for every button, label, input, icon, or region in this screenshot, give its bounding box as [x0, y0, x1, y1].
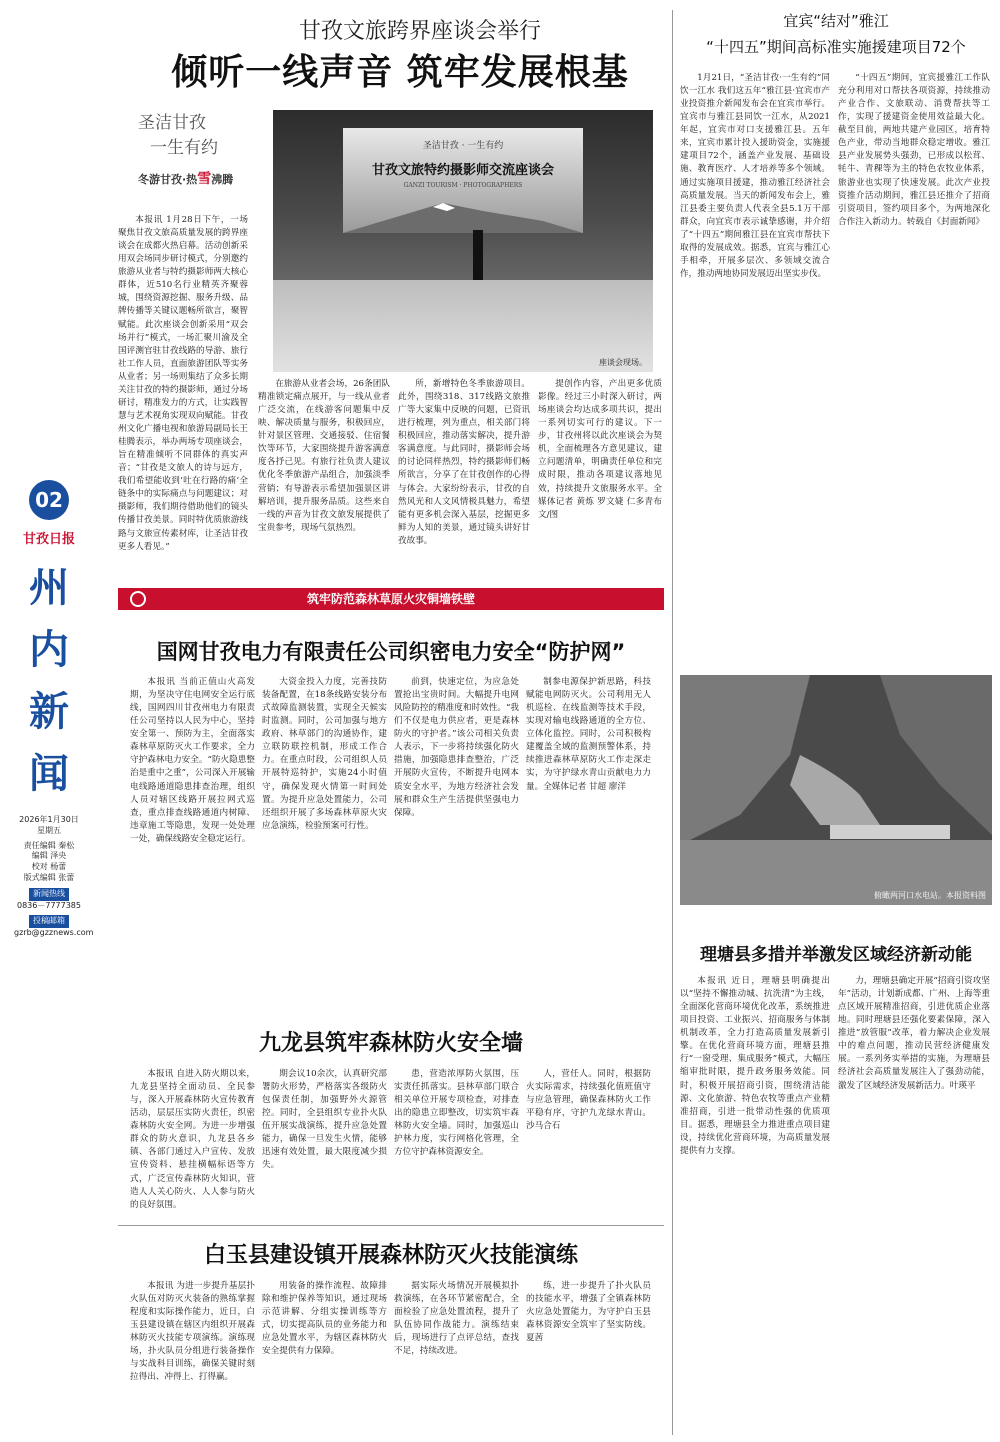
- story6-paragraph: 本报讯 为进一步提升基层扑火队伍对防灭火装备的熟练掌握程度和实际操作能力，近日，白玉县建设镇在辖区内组织开展森林防灭火技能专项演练。演练现场，扑火队员分组进行装备操作与实战科目训练，确保关键时刻拉得出、冲得上、打得赢。: [130, 1281, 255, 1383]
- left-rail: [14, 480, 94, 939]
- story5-col-2: [262, 1068, 387, 1218]
- story5-col-1: [130, 1068, 255, 1218]
- story1-col-1: [118, 214, 248, 574]
- issue-weekday: 星期五: [37, 825, 61, 835]
- paper-logo: 甘孜日报: [22, 532, 75, 547]
- section-banner-text: 筑牢防范森林草原火灾铜墙铁壁: [306, 592, 475, 606]
- story4-title: 国网甘孜电力有限责任公司织密电力安全“防护网”: [156, 640, 626, 664]
- story6-paragraph: 练，进一步提升了扑火队员的技能水平，增强了全镇森林防火应急处置能力，为守护白玉县森林资源安全筑牢了坚实防线。夏茜: [526, 1281, 651, 1344]
- story5-col-4: [526, 1068, 651, 1218]
- campaign-line: [138, 168, 248, 188]
- hotline-number: 0836－7777385: [17, 900, 81, 910]
- story4-paragraph: 制参电源保护新思路，科技赋能电网防灭火。公司利用无人机巡检、在线监测等技术手段，实现对输电线路通道的全方位、立体化监控。同时，公司积极构建覆盖全域的监测预警体系，持续推进森林草原防火工作走深走实，为守护绿水青山贡献电力力量。全媒体记者 甘超 廖洋: [526, 677, 651, 792]
- story4-paragraph: 大资金投入力度，完善技防装备配置，在18条线路安装分布式故障监测装置，实现全天候实时监测。同时，公司加强与地方政府、林草部门的沟通协作，建立联防联控机制，形成工作合力。在重点时段，公司组织人员开展特巡特护，实施24小时值守，确保发现火情第一时间处置。为提升应急处置能力，公司还组织开展了多场森林草原火灾应急演练，检验预案可行性。: [262, 677, 387, 831]
- photo-screen: [343, 128, 583, 233]
- story3-paragraph: 力，理塘县确定开展“招商引资攻坚年”活动，计划新成都、广州、上海等重点区域开展精准招商，引进优质企业落地。同时理塘县还强化要素保障，深入推进“放管服”改革，着力解决企业发展中的难点问题，推动民营经济健康发展。一系列务实举措的实施，为理塘县经济社会高质量发展注入了强劲动能，激发了区域经济发展新活力。叶瑛平: [838, 976, 990, 1091]
- story5-paragraph: 患，营造浓厚防火氛围，压实责任抓落实。县林草部门联合相关单位开展专项检查，对排查出的隐患立即整改，切实筑牢森林防火安全墙。同时，加强巡山护林力度，实行网格化管理，全方位守护森林资源安全。: [394, 1069, 519, 1158]
- photo-screen-title: 甘孜文旅特约摄影师交流座谈会: [371, 163, 554, 178]
- story1-col-4: [538, 378, 662, 574]
- story4-col-1: [130, 676, 255, 1016]
- story4-paragraph: 本报讯 当前正值山火高发期，为坚决守住电网安全运行底线，国网四川甘孜州电力有限责任公司坚持以人民为中心，坚持安全第一、预防为主，全面落实森林草原防灭火工作要求，全力守护森林电力安全。“防火隐患整治是重中之重”，公司深入开展输电线路通道隐患排查治理，组织人员对辖区线路开展拉网式巡查，重点排查线路通道内树障、违章施工等隐患，发现一处处理一处，确保线路安全稳定运行。: [130, 677, 255, 844]
- story1-col-3: [398, 378, 530, 574]
- story3-col-2: [838, 975, 990, 1435]
- story1-paragraph: 本报讯 1月28日下午，一场聚焦甘孜文旅高质量发展的跨界座谈会在成都火热启幕。活动创新采用双会场同步研讨模式，分别邀约旅游从业者与特约摄影师两大核心群体，近510名行业精英齐聚蓉城，围绕资源挖掘、服务升级、品牌传播等关键议题畅所欲言，聚智赋能。此次座谈会创新采用“双会场并行”模式，一场汇聚川渝及全国评测官驻甘孜线路的导游、旅行社工作人员，直面旅游团队等实务从业者；另一场则集结了众多长期关注甘孜的特约摄影师，通过分场研讨，精准发力的方式，让实践智慧与艺术视角实现双向赋能。甘孜州文化广播电视和旅游局副局长王桂腾表示，举办两场专项座谈会，旨在精准倾听不同群体的真实声音；“甘孜是文旅人的诗与远方，我们希望能收到‘吐在行路的痛’全链条中的实际痛点与问题建议；对摄影师，我们期待借助他们的镜头传播甘孜美景。同时特优质旅游线路与文旅宣传素材库，让圣洁甘孜更多人看见。”: [118, 215, 248, 552]
- brand-line1: 圣洁甘孜: [138, 113, 206, 133]
- staff-line: 编辑 泽央: [31, 851, 67, 861]
- story6-col-4: [526, 1280, 651, 1436]
- staff-line: 责任编辑 秦松: [23, 840, 75, 850]
- email-label: 投稿邮箱: [29, 915, 69, 928]
- section-char: 新: [29, 688, 69, 735]
- story5-paragraph: 期会议10余次，认真研究部署防火形势，严格落实各级防火包保责任制，加强野外火源管控。同时，全县组织专业扑火队伍开展实战演练，提升应急处置能力，确保一旦发生火情，能够迅速有效处置，最大限度减少损失。: [262, 1069, 387, 1171]
- story6-paragraph: 据实际火场情况开展模拟扑救演练，在各环节紧密配合，全面检验了应急处置流程，提升了队伍协同作战能力。演练结束后，现场进行了点评总结，查找不足，持续改进。: [394, 1281, 519, 1357]
- section-banner: [118, 588, 664, 610]
- staff-line: 版式编辑 张蕾: [23, 872, 75, 882]
- column-divider: [672, 10, 673, 1435]
- brand-block: [138, 108, 248, 188]
- story1-paragraph: 在旅游从业者会场，26条团队精准锁定痛点展开，与一线从业者广泛交流，在线游客问题集中反映、解决质量与服务，积极回应，针对景区管理、交通接驳、住宿餐饮等环节，大家围绕提升游客满意度各抒己见。有旅行社负责人建议优化冬季旅游产品组合，加强淡季营销；有导游表示希望加强景区讲解培训，提升服务品质。这些来自一线的声音为甘孜文旅发展提供了宝贵参考，现场气氛热烈。: [258, 379, 390, 533]
- brand-line2: 一生有约: [150, 138, 218, 158]
- story6-col-3: [394, 1280, 519, 1436]
- story1-paragraph: 所，新增特色冬季旅游项目。此外，围绕318、317线路文旅推广等大家集中反映的问题，已资讯进行梳理，列为重点，相关部门将积极回应，推动落实解决，提升游客满意度。与此同时，摄影师会场的讨论同样热烈，特约摄影师们畅所欲言，分享了在甘孜创作的心得与体会。大家纷纷表示，甘孜的自然风光和人文风情极具魅力，希望能有更多机会深入基层，挖掘更多鲜为人知的美景，通过镜头讲好甘孜故事。: [398, 379, 530, 546]
- story3-title: 理塘县多措并举激发区域经济新动能: [700, 945, 972, 965]
- story1-photo: [273, 110, 653, 372]
- dam-photo-graphic: [680, 675, 992, 905]
- campaign-char: 雪: [197, 171, 212, 187]
- email-address: gzrb@gzznews.com: [14, 928, 94, 938]
- story2-col-1: [680, 72, 830, 667]
- campaign-tail: 沸腾: [211, 173, 234, 186]
- story1-kicker: 甘孜文旅跨界座谈会举行: [298, 19, 541, 44]
- section-title: [14, 557, 84, 805]
- story2-col-2: [838, 72, 990, 667]
- issue-date: 2026年1月30日: [19, 815, 79, 824]
- story3-paragraph: 本报讯 近日，理塘县明确提出以“坚持不懈推动城、抗洗清”为主线，全面深化营商环境优化改革，系统推进项目投资、工业振兴、招商服务与体制机制改革，全力打造高质量发展新引擎。在优化营商环境方面，理塘县推行“一窗受理、集成服务”模式，大幅压缩审批时限，提升政务服务效能。同时，积极开展招商引资，围绕清洁能源、文化旅游、特色农牧等重点产业精准招商，引进一批带动性强的优质项目。据悉，理塘县全力推进重点项目建设，持续优化营商环境，为高质量发展提供有力支撑。: [680, 976, 830, 1156]
- story2-title: 宜宾“结对”雅江: [783, 12, 889, 30]
- story5-col-3: [394, 1068, 519, 1218]
- story4-col-3: [394, 676, 519, 1016]
- fire-extinguisher-icon: [130, 591, 146, 607]
- story2-paragraph: “十四五”期间，宜宾援雅江工作队充分利用对口帮扶各项资源，持续推动产业合作、文旅联动、消费帮扶等工作，实现了援建资金使用效益最大化。截至目前，两地共建产业园区，培育特色产业，带动当地群众稳定增收。雅江县产业发展势头强劲，已形成以松茸、牦牛、青稞等为主的特色农牧业体系，旅游业也实现了快速发展。此次产业投资推介活动期间，雅江县还推介了招商引资项目，签约项目多个，为两地深化合作注入新动力。转载自《封面新闻》: [838, 73, 990, 227]
- story6-paragraph: 用装备的操作流程、故障排除和维护保养等知识，通过现场示范讲解、分组实操训练等方式，切实提高队员的业务能力和应急处置水平，为辖区森林防火安全提供有力保障。: [262, 1281, 387, 1357]
- mountain-graphic: [343, 193, 583, 233]
- story1-paragraph: 提创作内容，产出更多优质影像。经过三小时深入研讨，两场座谈会均达成多项共识，提出一系列切实可行的建议。下一步，甘孜州将以此次座谈会为契机，全面梳理各方意见建议，建立问题清单，明确责任单位和完成时限，推动各项建议落地见效，持续提升文旅服务水平。全媒体记者 黄炼 罗文婕 仁多青布 文/图: [538, 379, 662, 520]
- story6-col-1: [130, 1280, 255, 1436]
- story5-paragraph: 本报讯 自进入防火期以来，九龙县坚持全面动员、全民参与，深入开展森林防火宣传教育活动，层层压实防火责任，织密森林防火安全网。为进一步增强群众的防火意识，九龙县各乡镇、各部门通过入户宣传、发放宣传资料、悬挂横幅标语等方式，广泛宣传森林防火知识，营造人人关心防火、人人参与防火的良好氛围。: [130, 1069, 255, 1210]
- story1-photo-caption: 座谈会现场。: [599, 358, 647, 367]
- staff-line: 校对 杨蕾: [31, 862, 67, 872]
- story4-paragraph: 前到，快速定位，为应急处置抢出宝贵时间。大幅提升电网风险防控的精准度和时效性。“我们不仅是电力供应者，更是森林防火的守护者。”该公司相关负责人表示，下一步将持续强化防火措施，加强隐患排查整治，广泛开展防火宣传，不断提升电网本质安全水平，为地方经济社会发展和群众生产生活提供坚强电力保障。: [394, 677, 519, 818]
- story3-col-1: [680, 975, 830, 1435]
- story6-col-2: [262, 1280, 387, 1436]
- photo-screen-en: GANZI TOURISM · PHOTOGRAPHERS: [403, 182, 523, 189]
- story4-col-4: [526, 676, 651, 1016]
- story6-title: 白玉县建设镇开展森林防灭火技能演练: [203, 1243, 578, 1268]
- story4-col-2: [262, 676, 387, 1016]
- story1-title: 倾听一线声音 筑牢发展根基: [171, 52, 629, 93]
- section-char: 内: [29, 626, 69, 673]
- story-divider: [118, 1225, 664, 1226]
- story2-photo: [680, 675, 992, 905]
- story1-col-2: [258, 378, 390, 574]
- story5-paragraph: 人，营任人。同时，根据防火实际需求，持续强化值班值守与应急管理，确保森林防火工作平稳有序，守护九龙绿水青山。沙马合石: [526, 1069, 651, 1132]
- section-char: 闻: [29, 750, 69, 797]
- story2-subtitle: “十四五”期间高标准实施援建项目72个: [706, 38, 966, 56]
- photo-tables: [273, 280, 653, 372]
- speaker-figure: [473, 230, 483, 280]
- hotline-label: 新闻热线: [29, 888, 69, 901]
- campaign-lead: 冬游甘孜·热: [138, 173, 198, 186]
- section-char: 州: [29, 564, 69, 611]
- page-number: 02: [29, 480, 69, 520]
- story5-title: 九龙县筑牢森林防火安全墙: [258, 1031, 523, 1056]
- story2-paragraph: 1月21日，“圣洁甘孜·一生有约”同饮一江水 我们这五年“雅江县·宜宾市产业投资推介新闻发布会在宜宾市举行。宜宾市与雅江县同饮一江水，从2021年起，宜宾市对口支援雅江县。五年来，宜宾市累计投入援助资金，实施援建项目72个，涵盖产业发展、基础设施、教育医疗、人才培养等多个领域。通过实施项目援建，推动雅江经济社会高质量发展。当天的新闻发布会上，雅江县委主要负责人代表全县5.1万干部群众，向宜宾市表示诚挚感谢，并介绍了“十四五”期间雅江县在宜宾市帮扶下取得的发展成效。据悉，宜宾与雅江心手相牵，开展多层次、多领域交流合作，推动两地协同发展迈出坚实步伐。: [680, 73, 830, 279]
- story2-photo-caption: 俯瞰两河口水电站。本报资料图: [874, 891, 986, 900]
- photo-screen-small: 圣洁甘孜 · 一生有约: [422, 141, 504, 151]
